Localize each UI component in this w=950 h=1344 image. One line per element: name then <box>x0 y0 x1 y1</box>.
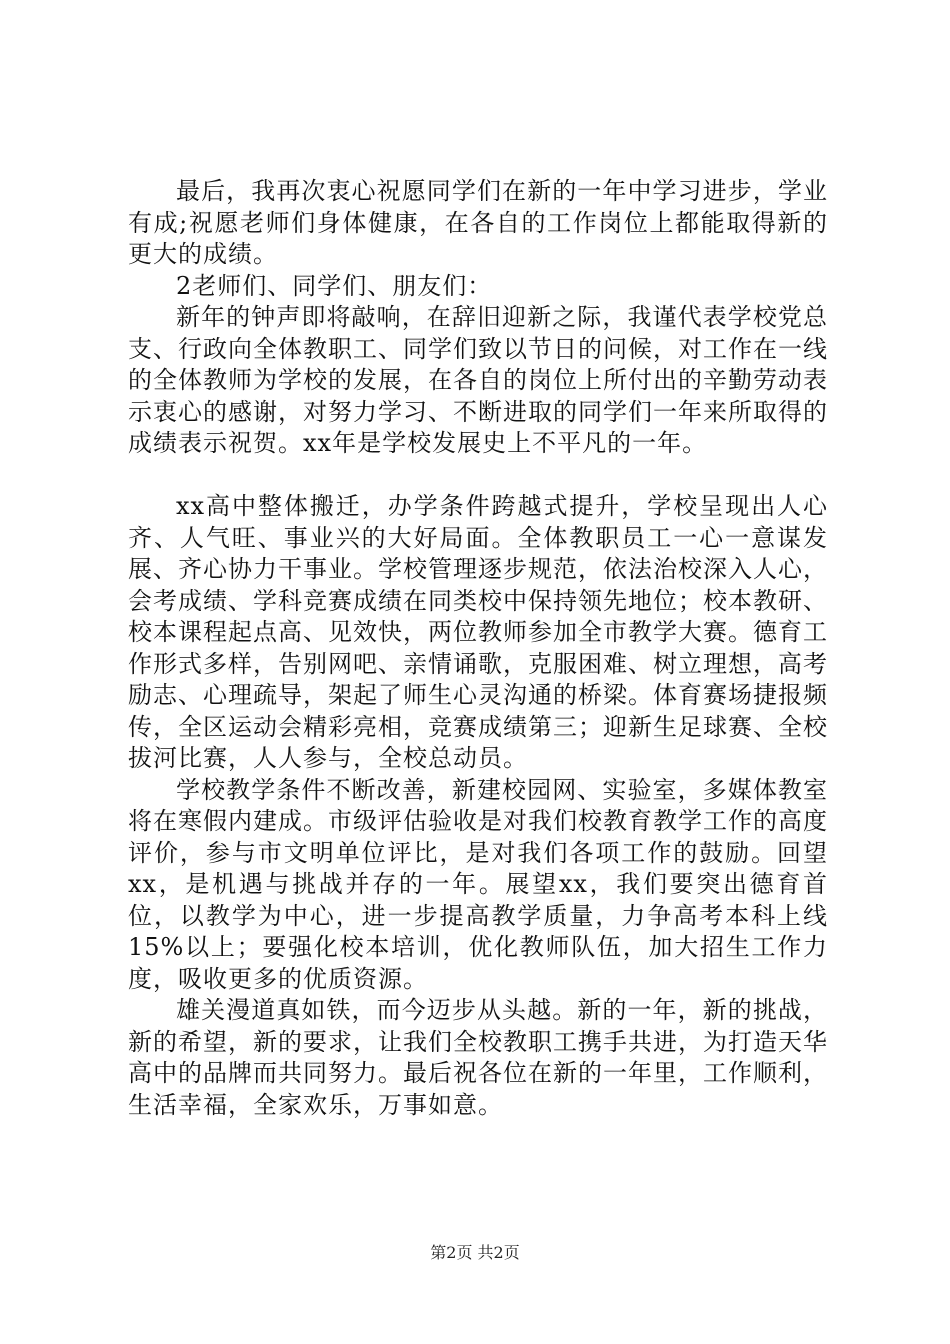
document-body <box>128 176 828 1121</box>
teaching-conditions-paragraph: 学校教学条件不断改善，新建校园网、实验室，多媒体教室将在寒假内建成。市级评估验收是对我们校教育教学工作的高度评价，参与市文明单位评比，是对我们各项工作的鼓励。回望xx，是机遇与挑战并存的一年。展望xx，我们要突出德育首位，以教学为中心，进一步提高教学质量，力争高考本科上线15%以上；要强化校本培训，优化教师队伍，加大招生工作力度，吸收更多的优质资源。 <box>128 775 828 993</box>
closing-blessing-paragraph: 雄关漫道真如铁，而今迈步从头越。新的一年，新的挑战，新的希望，新的要求，让我们全校教职工携手共进，为打造天华高中的品牌而共同努力。最后祝各位在新的一年里，工作顺利，生活幸福，全家欢乐，万事如意。 <box>128 996 828 1119</box>
page-footer <box>0 1243 950 1263</box>
new-year-greeting-paragraph: 新年的钟声即将敲响，在辞旧迎新之际，我谨代表学校党总支、行政向全体教职工、同学们致以节日的问候，对工作在一线的全体教师为学校的发展，在各自的岗位上所付出的辛勤劳动表示衷心的感谢，对努力学习、不断进取的同学们一年来所取得的成绩表示祝贺。xx年是学校发展史上不平凡的一年。 <box>128 303 828 457</box>
salutation-line: 2老师们、同学们、朋友们： <box>176 271 493 300</box>
paragraph-gap <box>128 460 828 492</box>
school-achievements-paragraph: xx高中整体搬迁，办学条件跨越式提升，学校呈现出人心齐、人气旺、事业兴的大好局面。全体教职员工一心一意谋发展、齐心协力干事业。学校管理逐步规范，依法治校深入人心，会考成绩、学科竞赛成绩在同类校中保持领先地位；校本教研、校本课程起点高、见效快，两位教师参加全市教学大赛。德育工作形式多样，告别网吧、亲情诵歌，克服困难、树立理想，高考励志、心理疏导，架起了师生心灵沟通的桥梁。体育赛场捷报频传，全区运动会精彩亮相，竞赛成绩第三；迎新生足球赛、全校拔河比赛，人人参与，全校总动员。 <box>128 492 828 772</box>
page-number-indicator: 第2页 共2页 <box>430 1243 520 1262</box>
closing-wishes-paragraph: 最后，我再次衷心祝愿同学们在新的一年中学习进步，学业有成;祝愿老师们身体健康，在各自的工作岗位上都能取得新的更大的成绩。 <box>128 177 828 268</box>
